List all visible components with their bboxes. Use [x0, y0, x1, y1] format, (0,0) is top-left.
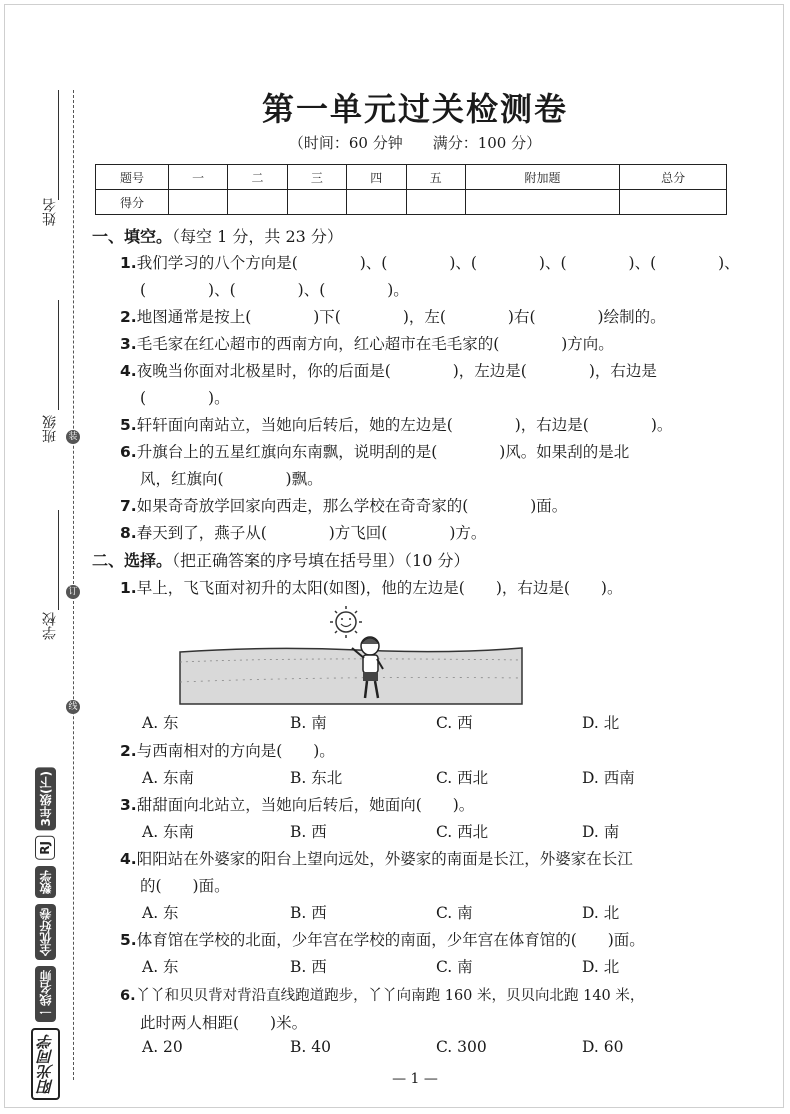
- question-text: 地图通常是按上( )下( )，左( )右( )绘制的。: [136, 308, 666, 326]
- bind-mark-1: 装: [66, 430, 80, 444]
- score-input-cell[interactable]: [228, 190, 287, 215]
- question-text: 丫丫和贝贝背对背沿直线跑道跑步，丫丫向南跑 160 米，贝贝向北跑 140 米，: [135, 988, 645, 1004]
- page-number: — 1 —: [392, 1071, 438, 1087]
- question-2-1: [120, 576, 622, 598]
- binding-strip: [0, 0, 95, 1114]
- option-b: B. 东北: [290, 769, 343, 787]
- question-number: 1.: [120, 579, 137, 597]
- option-d: D. 北: [582, 904, 620, 922]
- question-number: 1.: [120, 254, 137, 272]
- score-header-cell: 四: [347, 165, 406, 190]
- option-c: C. 300: [436, 1038, 487, 1056]
- score-header-cell: 三: [287, 165, 346, 190]
- class-underline: [58, 300, 59, 410]
- score-header-row: [96, 165, 727, 190]
- question-text: 我们学习的八个方向是( )、( )、( )、( )、( )、: [136, 254, 740, 272]
- bind-mark-2: 订: [66, 585, 80, 599]
- section-1-title: 一、填空。: [92, 227, 173, 246]
- question-1-3: [120, 332, 614, 354]
- score-input-cell[interactable]: [347, 190, 406, 215]
- question-text: 甜甜面向北站立，当她向后转后，她面向( )。: [136, 796, 475, 814]
- question-1-4: [120, 359, 657, 381]
- option-a: A. 东南: [142, 769, 195, 787]
- question-text: 体育馆在学校的北面，少年宫在学校的南面，少年宫在体育馆的( )面。: [136, 931, 645, 949]
- question-number: 7.: [120, 497, 137, 515]
- score-label-cell: 得分: [96, 190, 169, 215]
- school-label: 学校: [42, 612, 58, 640]
- option-c: C. 西北: [436, 823, 489, 841]
- question-number: 4.: [120, 850, 137, 868]
- section-1-heading: [92, 224, 343, 247]
- question-text: 夜晚当你面对北极星时，你的后面是( )，左边是( )，右边是: [136, 362, 657, 380]
- score-header-cell: 总分: [620, 165, 727, 190]
- score-input-cell[interactable]: [169, 190, 228, 215]
- option-a: A. 东: [142, 714, 179, 732]
- option-b: B. 西: [290, 904, 327, 922]
- question-1-8: [120, 521, 486, 543]
- question-2-5: [120, 928, 645, 950]
- brand-banner: [30, 690, 60, 1100]
- option-b: B. 40: [290, 1038, 331, 1056]
- option-a: A. 东: [142, 904, 179, 922]
- option-b: B. 西: [290, 958, 327, 976]
- question-text: 轩轩面向南站立，当她向后转后，她的左边是( )，右边是( )。: [136, 416, 673, 434]
- question-text: 毛毛家在红心超市的西南方向，红心超市在毛毛家的( )方向。: [136, 335, 614, 353]
- score-input-cell[interactable]: [465, 190, 619, 215]
- question-2-4-cont: 的( )面。: [140, 877, 230, 895]
- question-number: 8.: [120, 524, 137, 542]
- question-2-6: [120, 984, 644, 1005]
- school-underline: [58, 510, 59, 610]
- question-number: 6.: [120, 988, 136, 1004]
- ground: [180, 648, 522, 704]
- question-number: 4.: [120, 362, 137, 380]
- bind-mark-3: 线: [66, 700, 80, 714]
- question-number: 3.: [120, 796, 137, 814]
- name-underline: [58, 90, 59, 200]
- section-1-note: （每空 1 分，共 23 分）: [172, 227, 343, 246]
- brand-grade: 3年级(下): [35, 767, 56, 830]
- question-text: 与西南相对的方向是( )。: [136, 742, 335, 760]
- option-d: D. 北: [582, 714, 620, 732]
- option-a: A. 东: [142, 958, 179, 976]
- option-a: A. 东南: [142, 823, 195, 841]
- question-text: 升旗台上的五星红旗向东南飘，说明刮的是( )风。如果刮的是北: [136, 443, 630, 461]
- question-2-2: [120, 739, 335, 761]
- option-b: B. 西: [290, 823, 327, 841]
- question-1-4-cont: ( )。: [140, 389, 230, 407]
- section-2-title: 二、选择。: [92, 551, 173, 570]
- option-a: A. 20: [142, 1038, 183, 1056]
- score-header-cell: 二: [228, 165, 287, 190]
- question-1-6-cont: 风，红旗向( )飘。: [140, 470, 323, 488]
- sun-boy-illustration: [178, 602, 524, 706]
- brand-edition: RJ: [35, 836, 55, 860]
- score-header-cell: 五: [406, 165, 465, 190]
- question-text: 早上，飞飞面对初升的太阳(如图)，他的左边是( )，右边是( )。: [136, 579, 623, 597]
- question-2-6-cont: 此时两人相距( )米。: [140, 1014, 308, 1032]
- brand-tag-1: 一线名师: [35, 966, 56, 1022]
- sun-icon: [330, 606, 362, 638]
- option-d: D. 60: [582, 1038, 624, 1056]
- score-input-cell[interactable]: [620, 190, 727, 215]
- section-2-note: （把正确答案的序号填在括号里）（10 分）: [172, 551, 470, 570]
- score-input-cell[interactable]: [406, 190, 465, 215]
- score-header-cell: 附加题: [465, 165, 619, 190]
- brand-logo: 阳光同学: [31, 1028, 60, 1100]
- score-table: [95, 164, 727, 215]
- page-title: 第一单元过关检测卷: [261, 90, 568, 128]
- question-text: 阳阳站在外婆家的阳台上望向远处，外婆家的南面是长江，外婆家在长江: [136, 850, 633, 868]
- option-d: D. 西南: [582, 769, 635, 787]
- exam-subtitle: （时间：60 分钟 满分：100 分）: [288, 134, 542, 152]
- option-b: B. 南: [290, 714, 327, 732]
- class-label: 班级: [42, 415, 58, 443]
- section-2-heading: [92, 548, 469, 571]
- question-number: 2.: [120, 308, 137, 326]
- option-d: D. 北: [582, 958, 620, 976]
- question-number: 2.: [120, 742, 137, 760]
- question-1-1: [120, 251, 740, 273]
- question-1-7: [120, 494, 567, 516]
- question-text: 春天到了，燕子从( )方飞回( )方。: [136, 524, 487, 542]
- option-c: C. 南: [436, 958, 473, 976]
- option-c: C. 西: [436, 714, 473, 732]
- brand-subject: 数学: [35, 866, 56, 898]
- question-1-6: [120, 440, 629, 462]
- score-input-cell[interactable]: [287, 190, 346, 215]
- question-number: 5.: [120, 416, 137, 434]
- question-number: 3.: [120, 335, 137, 353]
- score-value-row: [96, 190, 727, 215]
- question-text: 如果奇奇放学回家向西走，那么学校在奇奇家的( )面。: [136, 497, 568, 515]
- option-d: D. 南: [582, 823, 620, 841]
- question-number: 6.: [120, 443, 137, 461]
- score-header-cell: 一: [169, 165, 228, 190]
- option-c: C. 南: [436, 904, 473, 922]
- question-1-2: [120, 305, 666, 327]
- question-2-4: [120, 847, 633, 869]
- option-c: C. 西北: [436, 769, 489, 787]
- question-number: 5.: [120, 931, 137, 949]
- score-header-cell: 题号: [96, 165, 169, 190]
- question-1-5: [120, 413, 672, 435]
- brand-tag-2: 全优好卷: [35, 904, 56, 960]
- question-2-3: [120, 793, 474, 815]
- name-label: 姓名: [42, 198, 58, 226]
- question-1-1-cont: ( )、( )、( )。: [140, 281, 409, 299]
